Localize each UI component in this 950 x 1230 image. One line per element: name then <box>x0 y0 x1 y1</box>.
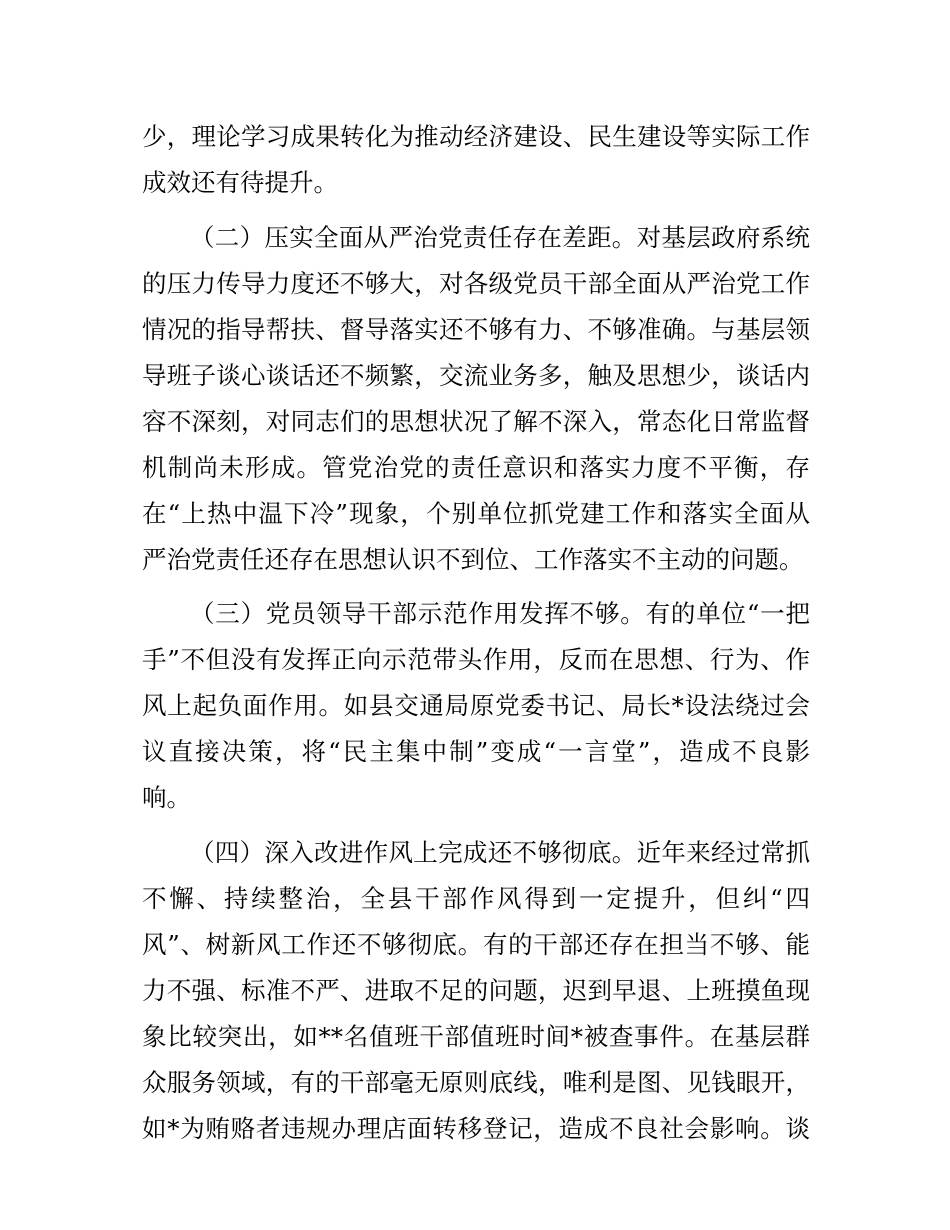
text-line: 如*为贿赂者违规办理店面转移登记，造成不良社会影响。谈 <box>142 1114 810 1143</box>
text-line: 不懈、持续整治，全县干部作风得到一定提升，但纠“四 <box>142 884 810 913</box>
text-line: 严治党责任还存在思想认识不到位、工作落实不主动的问题。 <box>142 545 804 574</box>
text-line: 容不深刻，对同志们的思想状况了解不深入，常态化日常监督 <box>142 407 810 436</box>
text-line: 响。 <box>142 783 191 812</box>
text-line: 导班子谈心谈话还不频繁，交流业务多，触及思想少，谈话内 <box>142 361 810 390</box>
text-line: 成效还有待提升。 <box>142 168 338 197</box>
text-line: 在“上热中温下冷”现象，个别单位抓党建工作和落实全面从 <box>142 499 810 528</box>
text-line: 少，理论学习成果转化为推动经济建设、民生建设等实际工作 <box>142 122 810 151</box>
section-heading-line: （四）深入改进作风上完成还不够彻底。近年来经过常抓 <box>190 838 810 867</box>
text-line: 风上起负面作用。如县交通局原党委书记、局长*设法绕过会 <box>142 691 810 720</box>
text-line: 众服务领域，有的干部毫无原则底线，唯利是图、见钱眼开， <box>142 1068 810 1097</box>
section-heading-line: （三）党员领导干部示范作用发挥不够。有的单位“一把 <box>190 599 810 628</box>
text-line: 议直接决策，将“民主集中制”变成“一言堂”，造成不良影 <box>142 737 810 766</box>
text-line: 风”、树新风工作还不够彻底。有的干部还存在担当不够、能 <box>142 930 810 959</box>
text-line: 的压力传导力度还不够大，对各级党员干部全面从严治党工作 <box>142 269 810 298</box>
text-line: 象比较突出，如**名值班干部值班时间*被查事件。在基层群 <box>142 1022 810 1051</box>
text-line: 手”不但没有发挥正向示范带头作用，反而在思想、行为、作 <box>142 645 810 674</box>
text-line: 力不强、标准不严、进取不足的问题，迟到早退、上班摸鱼现 <box>142 976 810 1005</box>
section-heading-line: （二）压实全面从严治党责任存在差距。对基层政府系统 <box>190 223 810 252</box>
text-line: 机制尚未形成。管党治党的责任意识和落实力度不平衡，存 <box>142 453 810 482</box>
text-line: 情况的指导帮扶、督导落实还不够有力、不够准确。与基层领 <box>142 315 810 344</box>
